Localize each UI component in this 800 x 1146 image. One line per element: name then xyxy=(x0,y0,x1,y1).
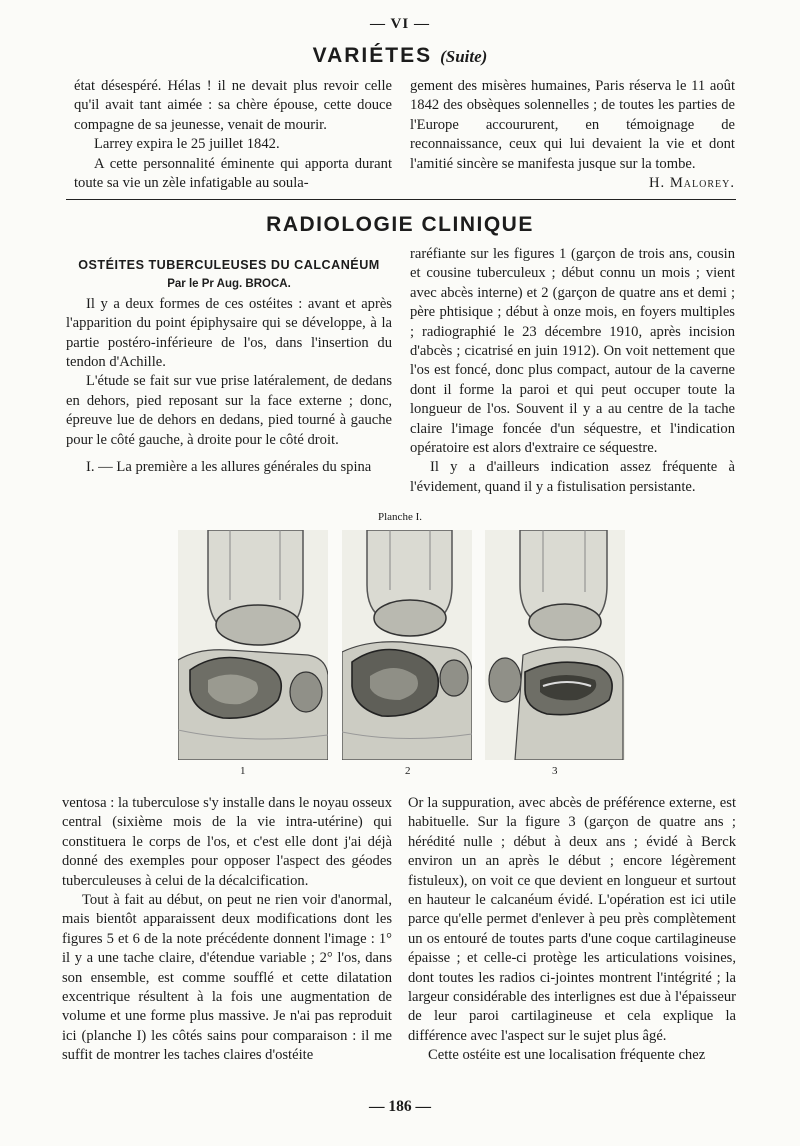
paragraph: Tout à fait au début, on peut ne rien voir d'anormal, mais bientôt apparaissent deux modifications dont les figures 5 et 6 de la note précédente donnent l'image : 1° il y a une tache claire, d'étendue variable ; 2° l'os, dans son ensemble, est comme soufflé et cette dilatation excentrique résultent à la fois une augmentation de volume et une forme plus massive. Je n'ai pas reproduit ici (planche I) les côtés sains pour comparaison : il me suffit de montrer les taches claires d'ostéite xyxy=(62,892,392,1064)
article-title: OSTÉITES TUBERCULEUSES DU CALCANÉUM xyxy=(78,258,380,272)
main-heading: RADIOLOGIE CLINIQUE xyxy=(266,213,534,236)
paragraph: Il y a deux formes de ces ostéites : avant et après l'apparition du point épiphysaire qui se développe, à la partie postéro-inférieure de l'os, dans l'insertion du tendon d'Achille. xyxy=(66,295,392,371)
article-bottom-right-column xyxy=(408,794,736,1066)
figure-label-3: 3 xyxy=(552,765,558,777)
radiograph-figure-2 xyxy=(342,530,472,760)
article-byline: Par le Pr Aug. BROCA. xyxy=(167,278,291,291)
figure-label-1: 1 xyxy=(240,765,246,777)
paragraph: raréfiante sur les figures 1 (garçon de trois ans, cousin et cousine tuberculeux ; début connu un mois ; vient avec abcès interne) et 2 (garçon de quatre ans et demi ; père phtisique ; début à onze mois, en foyers multiples ; radiographié le 23 décembre 1910, après incision d'abcès ; cicatrisé en juin 1912). On voit nettement que l'os est foncé, donc plus compact, autour de la caverne dont il forme la paroi et qui peut occuper toute la longueur de l'os. Souvent il y a au centre de la tache claire l'image foncée d'un séquestre, et l'indication opératoire est alors d'extraire ce séquestre. xyxy=(410,246,735,457)
paragraph: ventosa : la tuberculose s'y installe dans le noyau osseux central (sixième mois de la vie intra-utérine) qui constituera le corps de l'os, et c'est elle dont j'ai déjà donné des exemples pour opposer l'aspect des géodes tuberculeuses à celui de la décalcification. xyxy=(62,795,392,889)
section-heading xyxy=(0,44,800,68)
paragraph xyxy=(410,77,735,192)
section-title: VARIÉTES xyxy=(312,44,433,67)
plate-caption: Planche I. xyxy=(378,511,422,523)
article-left-column xyxy=(66,256,392,477)
radiograph-figure-1 xyxy=(178,530,328,760)
varietes-right-column xyxy=(410,77,735,193)
varietes-left-column xyxy=(74,77,392,193)
article-right-column xyxy=(410,245,735,497)
paragraph: Il y a d'ailleurs indication assez fréquente à l'évidement, quand il y a fistulisation persistante. xyxy=(410,459,735,495)
paragraph: état désespéré. Hélas ! il ne devait plus revoir celle qu'il avait tant aimée : sa chère épouse, cette douce compagne de sa jeunesse, venait de mourir. xyxy=(74,78,392,133)
radiograph-figure-3 xyxy=(485,530,625,760)
paragraph: Larrey expira le 25 juillet 1842. xyxy=(94,136,280,153)
figure-label-2: 2 xyxy=(405,765,411,777)
calcaneum-radiograph xyxy=(178,530,328,760)
paragraph: I. — La première a les allures générales du spina xyxy=(86,459,372,476)
calcaneum-radiograph xyxy=(485,530,625,760)
paragraph: A cette personnalité éminente qui apporta durant toute sa vie un zèle infatigable au soula- xyxy=(74,155,392,192)
paragraph: Cette ostéite est une localisation fréquente chez xyxy=(428,1047,706,1064)
calcaneum-radiograph xyxy=(342,530,472,760)
paragraph-text: gement des misères humaines, Paris réserva le 11 août 1842 des obsèques solennelles ; de toutes les parties de l'Europe accoururent, en témoignage de reconnaissance, ceux qui lui devaient la vie et dont l'amitié sincère se manifesta jusque sur la tombe. xyxy=(410,78,735,172)
section-suite: (Suite) xyxy=(440,47,488,66)
author-signature: H. Malorey. xyxy=(648,175,735,192)
roman-page-number: — VI — xyxy=(370,16,430,32)
page-number: — 186 — xyxy=(369,1098,431,1115)
paragraph: L'étude se fait sur vue prise latéralement, de dedans en dehors, pied reposant sur la face externe ; donc, épreuve lue de dehors en dedans, pied tourné à gauche pour le côté gauche, à droite pour le côté droit. xyxy=(66,373,392,448)
paragraph: Or la suppuration, avec abcès de préférence externe, est habituelle. Sur la figure 3 (garçon de quatre ans ; hérédité nulle ; début à deux ans ; évidé à Berck environ un an après le début ; encore légèrement fistuleux), on voit ce que devient en longueur et surtout en hauteur le calcanéum évidé. L'opération est ici utile parce qu'elle permet d'enlever à peu près complètement un os entouré de toutes parts d'une coque cartilagineuse épaisse ; et celle-ci protège les articulations voisines, dont toutes les radios ci-jointes montrent l'intégrité ; la largeur considérable des interlignes est due à l'épaisseur de leur paroi cartilagineuse et cela explique la différence avec l'aspect sur le sujet plus âgé. xyxy=(408,795,736,1044)
article-bottom-left-column xyxy=(62,794,392,1066)
section-divider xyxy=(66,199,736,200)
